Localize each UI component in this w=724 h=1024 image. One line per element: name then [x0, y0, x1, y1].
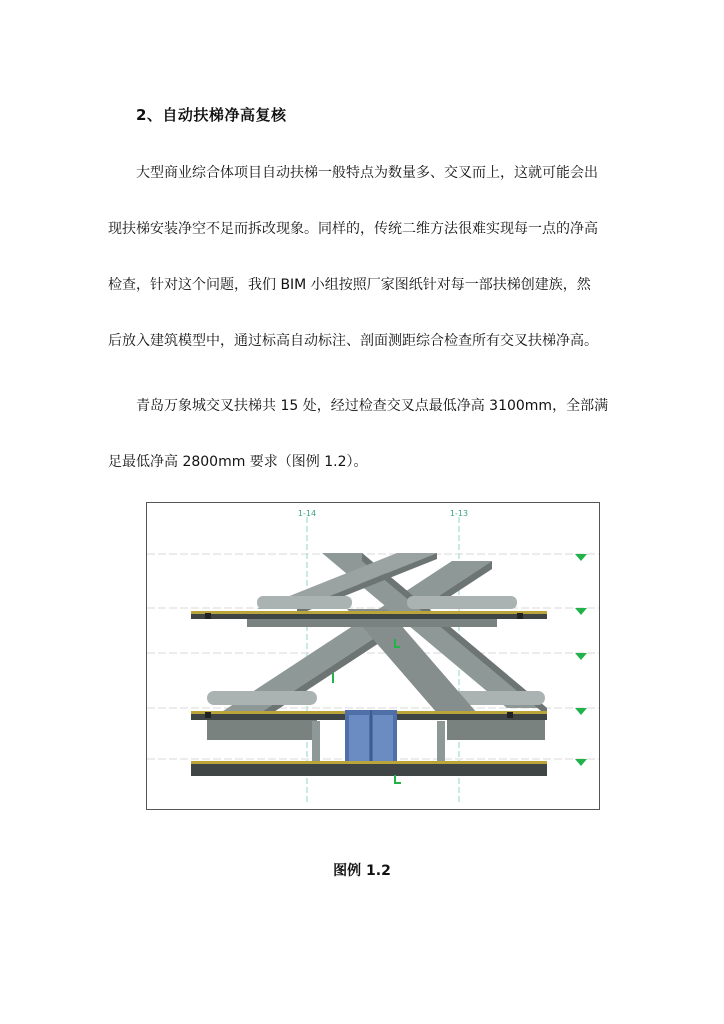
figure-caption: 图例 1.2	[333, 863, 391, 879]
grid-label: 1-14	[297, 509, 317, 518]
level-marker-icons	[575, 554, 587, 766]
escalator-section-drawing	[147, 503, 599, 809]
grid-label: 1-13	[449, 509, 469, 518]
section-heading: 2、自动扶梯净高复核	[136, 106, 287, 124]
escalator-section-figure	[146, 502, 600, 810]
elevator-shaft	[345, 710, 397, 768]
upper-floor-slab	[191, 611, 547, 627]
paragraph-qingdao-result	[108, 378, 620, 490]
paragraph-line: 现扶梯安装净空不足而拆改现象。同样的，传统二维方法很难实现每一点的净高	[108, 221, 598, 237]
paragraph-line: 后放入建筑模型中，通过标高自动标注、剖面测距综合检查所有交叉扶梯净高。	[108, 333, 598, 349]
paragraph-line: 检查，针对这个问题，我们 BIM 小组按照厂家图纸针对每一部扶梯创建族，然	[108, 277, 591, 293]
paragraph-line: 足最低净高 2800mm 要求（图例 1.2）。	[108, 454, 368, 470]
paragraph-escalator-intro	[108, 145, 620, 369]
paragraph-line: 青岛万象城交叉扶梯共 15 处，经过检查交叉点最低净高 3100mm，全部满	[136, 398, 609, 414]
ground-floor-slab	[191, 761, 547, 776]
paragraph-line: 大型商业综合体项目自动扶梯一般特点为数量多、交叉而上，这就可能会出	[136, 165, 598, 181]
